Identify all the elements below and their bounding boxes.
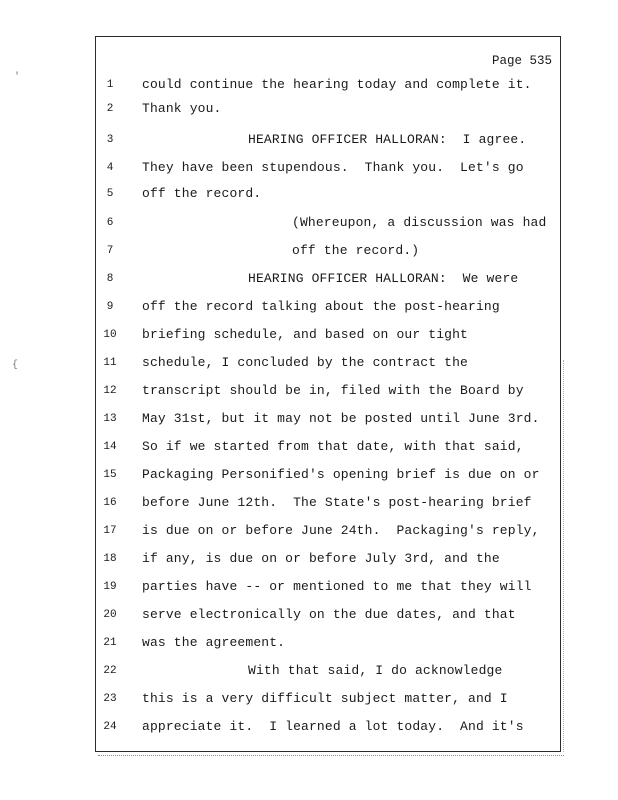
line-number: 15 [103,469,117,481]
line-text: is due on or before June 24th. Packaging's reply, [142,523,540,538]
transcript-line [96,606,560,624]
line-text: Packaging Personified's opening brief is due on or [142,467,540,482]
line-number: 22 [103,665,117,677]
line-text: So if we started from that date, with that said, [142,439,524,454]
transcript-page [95,36,561,752]
line-text: briefing schedule, and based on our tight [142,327,469,342]
line-number: 16 [103,497,117,509]
transcript-line [96,159,560,177]
line-number: 24 [103,721,117,733]
line-number: 21 [103,637,117,649]
line-text: was the agreement. [142,635,286,650]
transcript-body [96,37,560,751]
line-text: this is a very difficult subject matter, and I [142,691,508,706]
line-number: 8 [106,273,114,285]
transcript-line [96,466,560,484]
line-number: 14 [103,441,117,453]
line-number: 9 [106,301,114,313]
line-text: if any, is due on or before July 3rd, and the [142,551,500,566]
margin-mark: { [12,360,19,371]
transcript-line [96,76,560,94]
margin-mark: ' [14,72,21,83]
line-number: 12 [103,385,117,397]
line-text: transcript should be in, filed with the Board by [142,383,524,398]
line-number: 6 [106,217,114,229]
line-text: With that said, I do acknowledge [248,663,503,678]
line-text: Thank you. [142,101,222,116]
page-number: Page 535 [491,54,552,68]
transcript-line [96,185,560,203]
transcript-line [96,382,560,400]
transcript-line [96,410,560,428]
line-number: 13 [103,413,117,425]
transcript-line [96,131,560,149]
line-number: 4 [106,162,114,174]
line-text: schedule, I concluded by the contract the [142,355,469,370]
line-text: HEARING OFFICER HALLORAN: We were [248,271,519,286]
transcript-line [96,298,560,316]
line-number: 7 [106,245,114,257]
transcript-line [96,578,560,596]
line-number: 20 [103,609,117,621]
line-text: (Whereupon, a discussion was had [292,215,547,230]
transcript-line [96,354,560,372]
line-number: 2 [106,103,114,115]
transcript-line [96,494,560,512]
line-number: 3 [106,134,114,146]
transcript-line [96,662,560,680]
transcript-line [96,522,560,540]
transcript-line [96,242,560,260]
transcript-line [96,438,560,456]
line-number: 23 [103,693,117,705]
line-text: could continue the hearing today and complete it. [142,77,532,92]
line-number: 19 [103,581,117,593]
line-text: off the record. [142,186,262,201]
transcript-line [96,690,560,708]
line-text: parties have -- or mentioned to me that they will [142,579,532,594]
line-text: HEARING OFFICER HALLORAN: I agree. [248,132,527,147]
scan-edge-speckle [563,360,565,752]
line-number: 17 [103,525,117,537]
line-text: May 31st, but it may not be posted until June 3rd. [142,411,540,426]
line-text: serve electronically on the due dates, and that [142,607,516,622]
transcript-line [96,214,560,232]
transcript-line [96,718,560,736]
transcript-line [96,634,560,652]
line-text: before June 12th. The State's post-hearing brief [142,495,532,510]
line-text: off the record talking about the post-hearing [142,299,500,314]
transcript-line [96,326,560,344]
line-number: 5 [106,188,114,200]
line-number: 10 [103,329,117,341]
line-text: off the record.) [292,243,420,258]
transcript-line [96,270,560,288]
transcript-line [96,100,560,118]
line-number: 18 [103,553,117,565]
line-text: They have been stupendous. Thank you. Let's go [142,160,524,175]
line-text: appreciate it. I learned a lot today. And it's [142,719,524,734]
transcript-line [96,550,560,568]
line-number: 11 [103,357,117,369]
line-number: 1 [106,79,114,91]
